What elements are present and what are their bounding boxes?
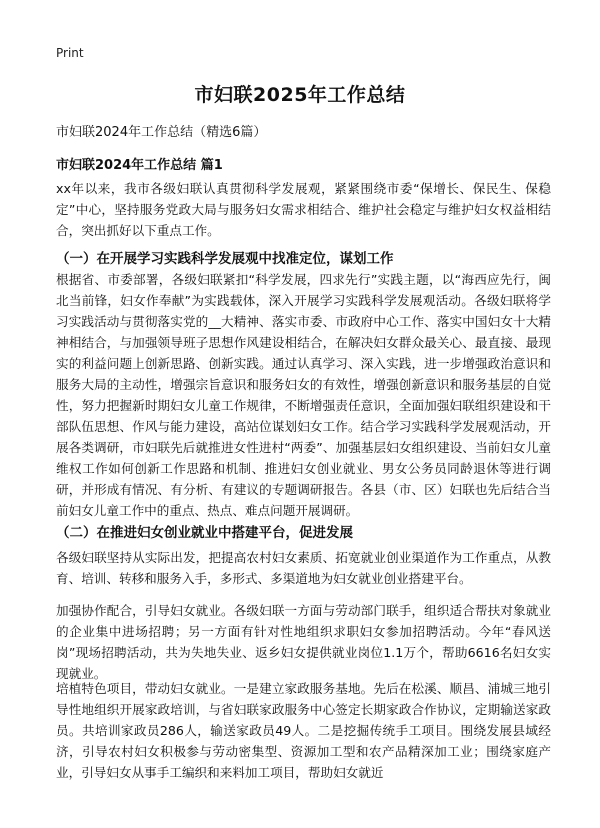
paragraph-2: 各级妇联坚持从实际出发，把提高农村妇女素质、拓宽就业创业渠道作为工作重点，从教育、培训、转移和服务入手，多形式、多渠道地为妇女就业创业搭建平台。 [56, 550, 551, 586]
paragraph-3: 加强协作配合，引导妇女就业。各级妇联一方面与劳动部门联手，组织适合帮扶对象就业的企业集中进场招聘；另一方面有针对性地组织求职妇女参加招聘活动。今年“春风送岗”现场招聘活动，共为失地失业、返乡妇女提供就业岗位1.1万个，帮助6616名妇女实现就业。 [56, 603, 551, 681]
section-heading: 市妇联2024年工作总结 篇1 [56, 158, 223, 173]
intro-paragraph: xx年以来，我市各级妇联认真贯彻科学发展观，紧紧围绕市委“保增长、保民生、保稳定”中心，坚持服务党政大局与服务妇女需求相结合、维护社会稳定与维护妇女权益相结合，突出抓好以下重点工作。 [56, 181, 551, 238]
paragraph-1: 根据省、市委部署，各级妇联紧扣“科学发展，四求先行”实践主题，以“海西应先行，闽北当前锋，妇女作奉献”为实践载体，深入开展学习实践科学发展观活动。各级妇联将学习实践活动与贯彻落实党的__大精神、落实市委、市政府中心工作、落实中国妇女十大精神相结合，与加强领导班子思想作风建设相结合，在解决妇女群众最关心、最直接、最现实的利益问题上创新思路、创新实践。通过认真学习、深入实践，进一步增强政治意识和服务大局的主动性，增强宗旨意识和服务妇女的有效性，增强创新意识和服务基层的自觉性，努力把握新时期妇女儿童工作规律，不断增强责任意识，全面加强妇联组织建设和干部队伍思想、作风与能力建设，高站位谋划妇女工作。结合学习实践科学发展观活动，开展各类调研，市妇联先后就推进女性进村“两委”、加强基层妇女组织建设、当前妇女儿童维权工作如何创新工作思路和机制、推进妇女创业就业、男女公务员同龄退休等进行调研，并形成有情况、有分析、有建议的专题调研报告。各县（市、区）妇联也先后结合当前妇女儿童工作中的重点、热点、难点问题开展调研。 [56, 272, 551, 518]
print-link[interactable]: Print [56, 46, 84, 60]
document-subtitle: 市妇联2024年工作总结（精选6篇） [56, 125, 267, 140]
page-title: 市妇联2025年工作总结 [194, 84, 406, 106]
paragraph-4: 培植特色项目，带动妇女就业。一是建立家政服务基地。先后在松溪、顺昌、浦城三地引导性地组织开展家政培训，与省妇联家政服务中心签定长期家政合作协议，定期输送家政员。共培训家政员286人，输送家政员49人。二是挖掘传统手工项目。围绕发展县域经济，引导农村妇女积极参与劳动密集型、资源加工型和农产品精深加工业；围绕家庭产业，引导妇女从事手工编织和来料加工项目，帮助妇女就近 [56, 681, 551, 780]
heading-1: （一）在开展学习实践科学发展观中找准定位，谋划工作 [56, 251, 394, 267]
heading-2: （二）在推进妇女创业就业中搭建平台，促进发展 [56, 525, 353, 541]
